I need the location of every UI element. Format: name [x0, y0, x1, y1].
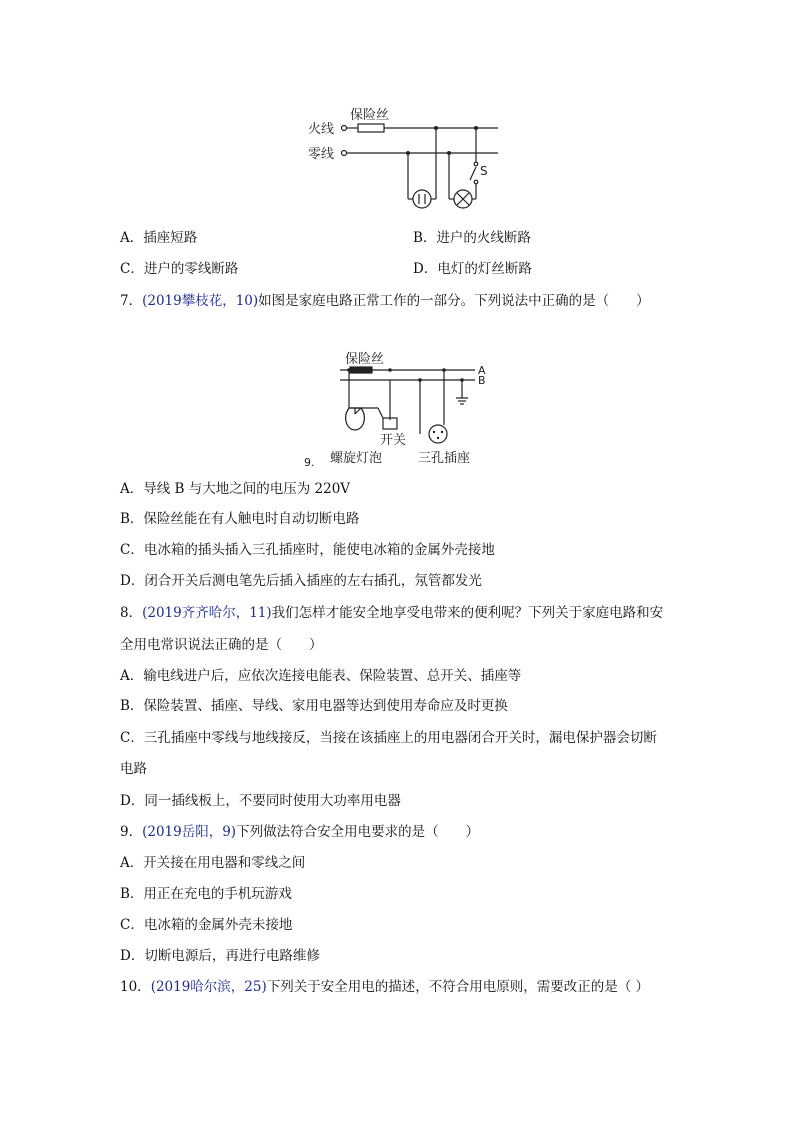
q9-stem	[120, 823, 479, 841]
q8-option-a: A．输电线进户后，应依次连接电能表、保险装置、总开关、插座等	[120, 668, 522, 684]
q8-option-b: B．保险装置、插座、导线、家用电器等达到使用寿命应及时更换	[120, 698, 508, 714]
q6-option-c: C．进户的零线断路	[120, 261, 239, 277]
fuse-label: 保险丝	[350, 108, 390, 123]
q10-number: 10．	[120, 979, 151, 995]
q6-option-d: D．电灯的灯丝断路	[413, 261, 532, 277]
q8-text: 我们怎样才能安全地享受电带来的便利呢？下列关于家庭电路和安	[271, 605, 664, 621]
q7-option-b: B．保险丝能在有人触电时自动切断电路	[120, 511, 360, 527]
q9-option-b: B．用正在充电的手机玩游戏	[120, 886, 292, 902]
q8-source: (2019齐齐哈尔，11)	[142, 605, 272, 621]
q7-option-d: D．闭合开关后测电笔先后插入插座的左右插孔，氖管都发光	[120, 573, 482, 589]
fuse-label-2: 保险丝	[345, 352, 385, 367]
switch-label-2: 开关	[380, 433, 407, 448]
q10-stem	[120, 978, 649, 996]
figure-number: 9.	[304, 456, 315, 469]
q6-option-b: B．进户的火线断路	[413, 230, 531, 246]
circuit-diagram-1	[0, 95, 794, 315]
q8-option-c-cont: 电路	[120, 761, 147, 777]
bulb-label: 螺旋灯泡	[330, 451, 383, 466]
q9-text: 下列做法符合安全用电要求的是（ ）	[236, 824, 480, 840]
q9-source: (2019岳阳，9)	[142, 824, 237, 840]
q8-stem-line2: 全用电常识说法正确的是（ ）	[120, 637, 323, 653]
q7-number: 7．	[120, 293, 143, 309]
switch-label: S	[480, 164, 488, 178]
q9-number: 9．	[120, 824, 143, 840]
q7-option-a: A．导线 B 与大地之间的电压为 220V	[120, 481, 351, 497]
q7-source: (2019攀枝花，10)	[142, 293, 259, 309]
q8-option-c: C．三孔插座中零线与地线接反，当接在该插座上的用电器闭合开关时，漏电保护器会切断	[120, 730, 657, 746]
q9-option-d: D．切断电源后，再进行电路维修	[120, 948, 320, 964]
q9-option-c: C．电冰箱的金属外壳未接地	[120, 917, 293, 933]
q7-text: 如图是家庭电路正常工作的一部分。下列说法中正确的是（ ）	[258, 293, 650, 309]
live-wire-label: 火线	[308, 122, 335, 137]
wire-a-label: A	[478, 364, 486, 377]
circuit-diagram-2	[0, 345, 794, 475]
wire-b-label: B	[478, 374, 486, 387]
q7-option-c: C．电冰箱的插头插入三孔插座时，能使电冰箱的金属外壳接地	[120, 542, 495, 558]
q8-stem-line1	[120, 604, 663, 622]
q6-option-a: A．插座短路	[120, 230, 198, 246]
q8-option-d: D．同一插线板上，不要同时使用大功率用电器	[120, 793, 401, 809]
socket-label: 三孔插座	[418, 451, 471, 466]
q10-source: (2019哈尔滨，25)	[150, 979, 267, 995]
q10-text: 下列关于安全用电的描述，不符合用电原则，需要改正的是（ ）	[266, 979, 650, 995]
q8-number: 8．	[120, 605, 143, 621]
q7-stem	[120, 292, 650, 310]
q9-option-a: A．开关接在用电器和零线之间	[120, 855, 306, 871]
neutral-wire-label: 零线	[308, 147, 335, 162]
